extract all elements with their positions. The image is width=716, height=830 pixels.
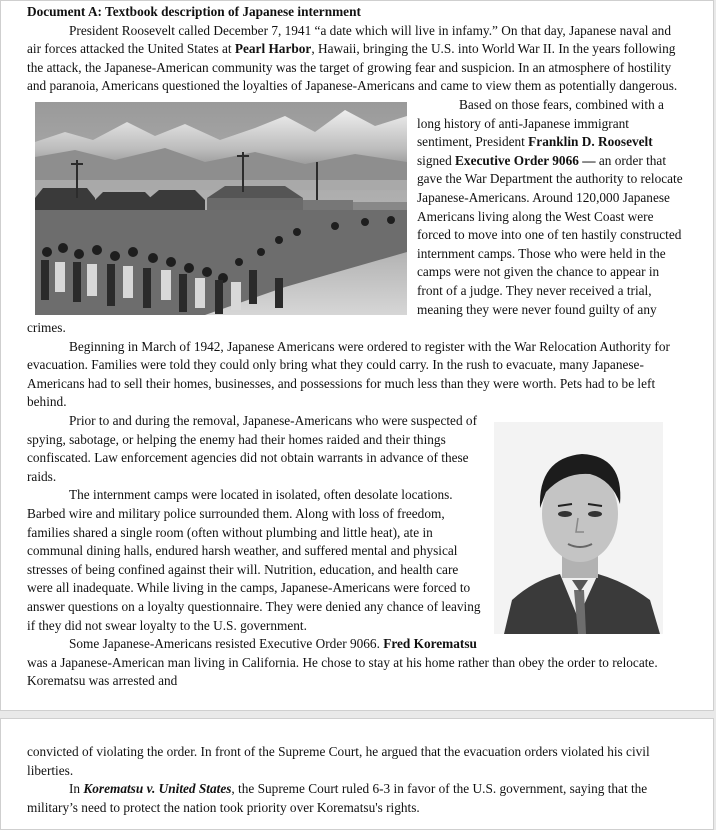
text-run: In [69,781,84,797]
document-title: Document A: Textbook description of Japanese internment [27,4,361,19]
bold-term-pearl-harbor: Pearl Harbor [234,41,312,57]
paragraph-supreme-court [27,780,687,817]
bold-term-eo-9066: Executive Order 9066 — [455,152,596,168]
text-run: an order that gave the War Department the authority to relocate Japanese-Americans. Around 120,000 Japanese Americans living along the West Coast were forced to move into one of ten hastily constructed internment camps. Those who were held in the camps were not given the chance to appear in front of a judge. They never received a trial, meaning they were never found guilty of any crimes. [27,152,683,336]
text-run: Some Japanese-Americans resisted Executive Order 9066. [69,636,384,652]
bold-term-fdr: Franklin D. Roosevelt [528,134,653,150]
paragraph-raids: Prior to and during the removal, Japanese-Americans who were suspected of spying, sabotage, or helping the enemy had their homes raided and their things confiscated. Law enforcement agencies did not obtain warrants in advance of these raids. [27,413,478,484]
fred-korematsu-portrait [494,422,663,634]
text-run: President Roosevelt called December 7, 1941 “a date which will live in infamy.” On that day, Japanese naval and air forces attacked the United States at [27,22,671,57]
paragraph-korematsu-continued: convicted of violating the order. In front of the Supreme Court, he argued that the evacuation orders violated his civil liberties. [27,744,650,778]
paragraph-evacuation: Beginning in March of 1942, Japanese Americans were ordered to register with the War Relocation Authority for evacuation. Families were told they could only bring what they could carry. In the rush to evacuate, many Japanese-Americans had to sell their homes, businesses, and possessions for much less than they were worth. Pets had to be left behind. [27,338,670,410]
paragraph-camp-conditions: The internment camps were located in isolated, often desolate locations. Barbed wire and military police surrounded them. Along with loss of freedom, families shared a single room (often without plumbing and little heat), ate in communal dining halls, endured harsh weather, and suffered mental and physical stresses of being confined against their will. Nutrition, education, and health care were all inadequate. While living in the camps, Japanese-Americans were forced to answer questions on a loyalty questionnaire. They were denied any chance of leaving if they did not swear loyalty to the U.S. government. [27,487,481,633]
bold-term-fred-korematsu: Fred Korematsu [383,636,477,652]
text-run: , the Supreme Court ruled 6-3 in favor of the U.S. government, saying that the military’s need to protect the nation took priority over Korematsu's rights. [27,781,648,815]
text-run: , Hawaii, bringing the U.S. into World War II. In the years following the attack, the Japanese-American community was the target of growing fear and suspicion. In an atmosphere of hostility and paranoia, Americans questioned the loyalties of Japanese-Americans and came to view them as potentially dangerous. [27,41,678,94]
text-run: signed [417,152,456,168]
document-page-2 [0,718,714,830]
case-name: Korematsu v. United States [83,781,232,797]
paragraph-pearl-harbor [27,22,687,96]
internment-camp-photo [35,102,407,315]
text-run: was a Japanese-American man living in California. He chose to stay at his home rather than obey the order to relocate. Korematsu was arrested and [27,654,658,689]
paragraph-korematsu [27,635,687,691]
text-run: Based on those fears, combined with a long history of anti-Japanese immigrant sentiment, President [417,96,664,150]
